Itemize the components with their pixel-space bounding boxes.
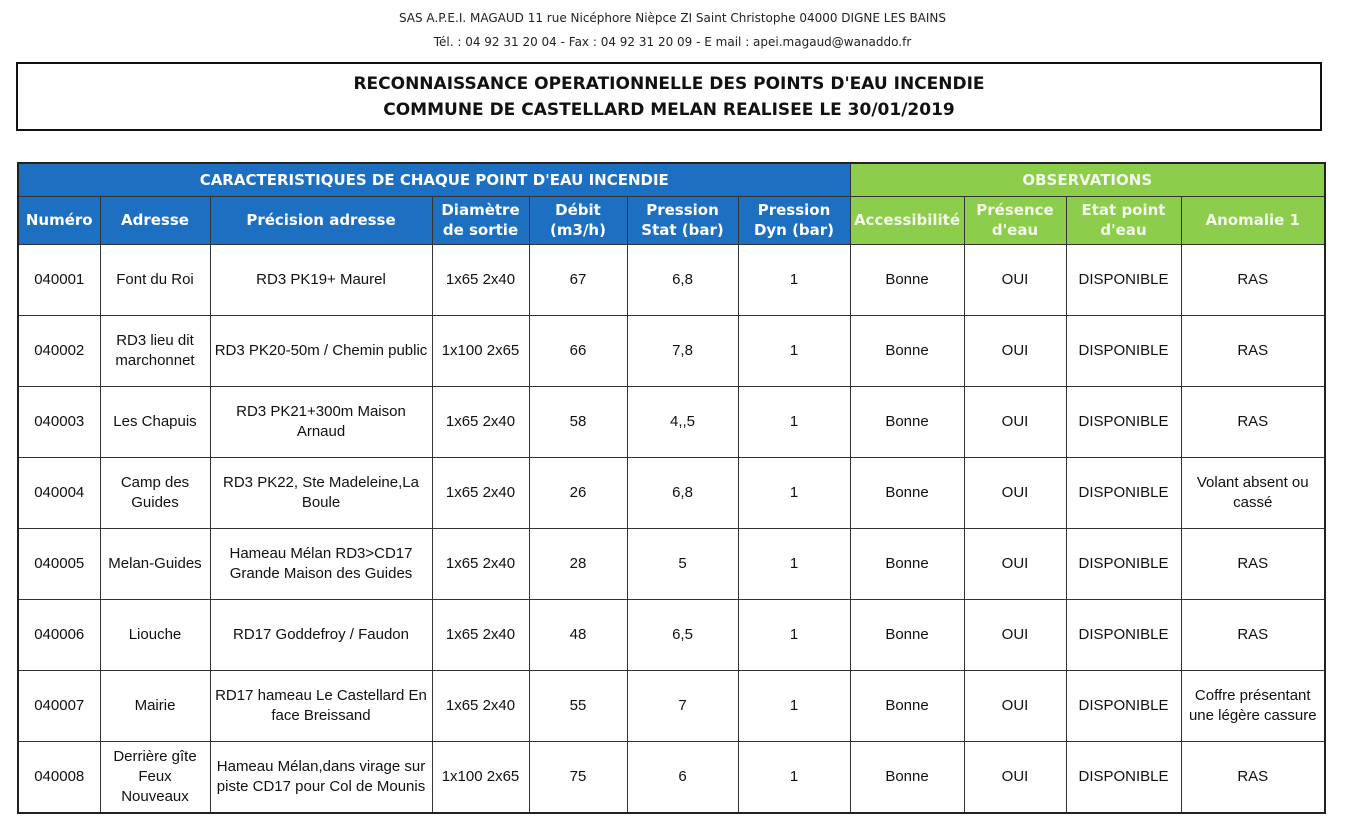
table-cell: DISPONIBLE (1066, 599, 1181, 670)
table-cell: 1 (738, 315, 850, 386)
table-row (18, 599, 1325, 670)
table-cell: 4,,5 (627, 386, 738, 457)
table-cell: Coffre présentant une légère cassure (1181, 670, 1325, 741)
table-cell: OUI (964, 599, 1066, 670)
table-cell: 28 (529, 528, 627, 599)
table-cell: 040006 (18, 599, 100, 670)
table-cell: 66 (529, 315, 627, 386)
table-cell: 1x65 2x40 (432, 386, 529, 457)
table-cell: Bonne (850, 528, 964, 599)
table-cell: RAS (1181, 599, 1325, 670)
table-cell: Bonne (850, 599, 964, 670)
table-cell: 040002 (18, 315, 100, 386)
table-cell: RAS (1181, 386, 1325, 457)
table-cell: 1x100 2x65 (432, 741, 529, 813)
table-cell: 6,8 (627, 457, 738, 528)
table-cell: Bonne (850, 315, 964, 386)
table-cell: Mairie (100, 670, 210, 741)
table-cell: OUI (964, 315, 1066, 386)
table-cell: OUI (964, 386, 1066, 457)
document-title-line1: RECONNAISSANCE OPERATIONNELLE DES POINTS D'EAU INCENDIE (353, 74, 985, 94)
table-cell: Bonne (850, 386, 964, 457)
column-header: Précision adresse (210, 196, 432, 244)
table-cell: 1 (738, 457, 850, 528)
column-header: Pression Dyn (bar) (738, 196, 850, 244)
column-header: Anomalie 1 (1181, 196, 1325, 244)
table-cell: OUI (964, 244, 1066, 315)
table-cell: Camp des Guides (100, 457, 210, 528)
table-row (18, 528, 1325, 599)
table-cell: 1 (738, 741, 850, 813)
table-cell: 75 (529, 741, 627, 813)
table-cell: DISPONIBLE (1066, 741, 1181, 813)
column-header-row (18, 196, 1325, 244)
table-cell: 040001 (18, 244, 100, 315)
column-header: Numéro (18, 196, 100, 244)
table-row (18, 670, 1325, 741)
table-cell: DISPONIBLE (1066, 457, 1181, 528)
table-cell: 5 (627, 528, 738, 599)
table-cell: 1 (738, 599, 850, 670)
table-cell: Bonne (850, 244, 964, 315)
table-cell: Hameau Mélan,dans virage sur piste CD17 pour Col de Mounis (210, 741, 432, 813)
table-cell: 6,5 (627, 599, 738, 670)
table-cell: 7,8 (627, 315, 738, 386)
table-row (18, 244, 1325, 315)
table-cell: RAS (1181, 741, 1325, 813)
column-header: Etat point d'eau (1066, 196, 1181, 244)
table-row (18, 315, 1325, 386)
table-cell: OUI (964, 670, 1066, 741)
table-cell: 7 (627, 670, 738, 741)
table-cell: 1 (738, 386, 850, 457)
group-header-observations: OBSERVATIONS (850, 163, 1325, 196)
document-title-box (16, 62, 1322, 131)
table-cell: 55 (529, 670, 627, 741)
table-row (18, 386, 1325, 457)
table-cell: 040007 (18, 670, 100, 741)
table-cell: 1x65 2x40 (432, 528, 529, 599)
table-cell: RD17 Goddefroy / Faudon (210, 599, 432, 670)
table-cell: 1 (738, 244, 850, 315)
hydrant-table (17, 162, 1326, 814)
table-cell: 26 (529, 457, 627, 528)
table-cell: 48 (529, 599, 627, 670)
table-cell: 6,8 (627, 244, 738, 315)
column-header: Diamètre de sortie (432, 196, 529, 244)
table-cell: RD3 PK22, Ste Madeleine,La Boule (210, 457, 432, 528)
table-body (18, 244, 1325, 813)
table-cell: Font du Roi (100, 244, 210, 315)
table-cell: RD3 lieu dit marchonnet (100, 315, 210, 386)
company-address: SAS A.P.E.I. MAGAUD 11 rue Nicéphore Nièpce ZI Saint Christophe 04000 DIGNE LES BAINS (398, 11, 947, 25)
table-cell: DISPONIBLE (1066, 386, 1181, 457)
table-cell: 040003 (18, 386, 100, 457)
table-cell: 67 (529, 244, 627, 315)
table-cell: Liouche (100, 599, 210, 670)
table-row (18, 457, 1325, 528)
table-cell: DISPONIBLE (1066, 528, 1181, 599)
table-cell: RD3 PK20-50m / Chemin public (210, 315, 432, 386)
table-cell: RAS (1181, 315, 1325, 386)
column-header: Adresse (100, 196, 210, 244)
table-cell: RD17 hameau Le Castellard En face Breissand (210, 670, 432, 741)
table-cell: DISPONIBLE (1066, 244, 1181, 315)
table-cell: RD3 PK21+300m Maison Arnaud (210, 386, 432, 457)
column-header: Pression Stat (bar) (627, 196, 738, 244)
table-cell: Derrière gîte Feux Nouveaux (100, 741, 210, 813)
table-cell: 1 (738, 670, 850, 741)
table-cell: OUI (964, 741, 1066, 813)
table-cell: Bonne (850, 670, 964, 741)
column-header: Débit (m3/h) (529, 196, 627, 244)
table-cell: 1x65 2x40 (432, 457, 529, 528)
table-cell: OUI (964, 457, 1066, 528)
table-cell: 040005 (18, 528, 100, 599)
table-cell: RD3 PK19+ Maurel (210, 244, 432, 315)
company-contact: Tél. : 04 92 31 20 04 - Fax : 04 92 31 20 09 - E mail : apei.magaud@wanaddo.fr (433, 35, 912, 49)
column-header: Accessibilité (850, 196, 964, 244)
table-cell: RAS (1181, 528, 1325, 599)
table-cell: 1x65 2x40 (432, 599, 529, 670)
column-header: Présence d'eau (964, 196, 1066, 244)
table-cell: 1 (738, 528, 850, 599)
table-cell: DISPONIBLE (1066, 670, 1181, 741)
table-cell: OUI (964, 528, 1066, 599)
table-cell: 1x100 2x65 (432, 315, 529, 386)
table-cell: 6 (627, 741, 738, 813)
table-cell: 58 (529, 386, 627, 457)
document-title-line2: COMMUNE DE CASTELLARD MELAN REALISEE LE 30/01/2019 (383, 100, 955, 120)
group-header-characteristics: CARACTERISTIQUES DE CHAQUE POINT D'EAU INCENDIE (18, 163, 850, 196)
table-cell: 1x65 2x40 (432, 244, 529, 315)
table-cell: Bonne (850, 741, 964, 813)
table-cell: 040008 (18, 741, 100, 813)
table-cell: Les Chapuis (100, 386, 210, 457)
table-row (18, 741, 1325, 813)
table-cell: Melan-Guides (100, 528, 210, 599)
table-cell: RAS (1181, 244, 1325, 315)
table-cell: Volant absent ou cassé (1181, 457, 1325, 528)
table-cell: 1x65 2x40 (432, 670, 529, 741)
table-cell: DISPONIBLE (1066, 315, 1181, 386)
table-cell: 040004 (18, 457, 100, 528)
table-cell: Bonne (850, 457, 964, 528)
table-cell: Hameau Mélan RD3>CD17 Grande Maison des Guides (210, 528, 432, 599)
